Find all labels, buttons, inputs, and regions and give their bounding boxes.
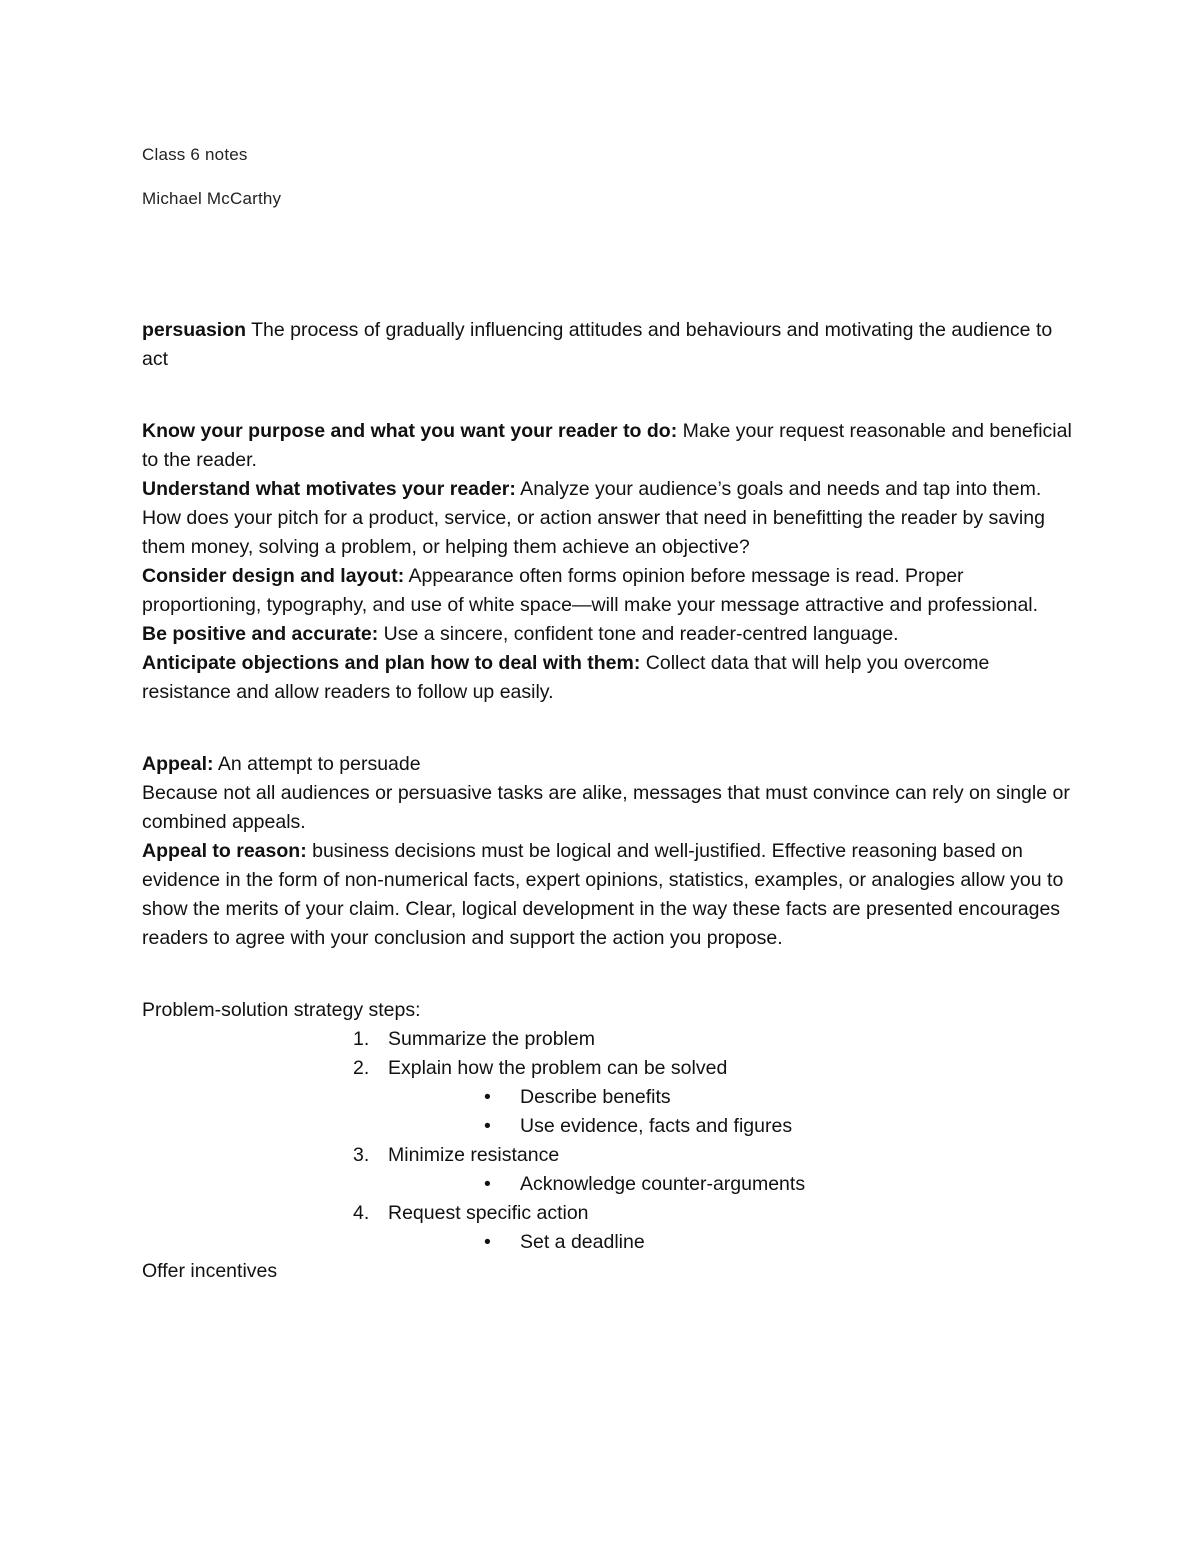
tip-item: [142, 562, 1082, 620]
bullet-text: Acknowledge counter-arguments: [520, 1173, 806, 1195]
tip-item: [142, 649, 1082, 707]
bullet-text: Set a deadline: [520, 1231, 645, 1253]
bullet-text: Use evidence, facts and figures: [520, 1115, 793, 1137]
strategy-sub-bullet: [142, 1112, 1082, 1141]
appeal-section: [142, 750, 1082, 953]
strategy-step: [142, 1025, 1082, 1054]
tip-term: Be positive and accurate:: [142, 623, 379, 645]
tip-text: Use a sincere, confident tone and reader-centred language.: [378, 623, 899, 645]
definition-term: persuasion: [142, 319, 247, 341]
tip-text: Make your request reasonable and beneficial to the reader.: [142, 420, 1072, 471]
author-name: Michael McCarthy: [142, 189, 282, 208]
appeal-reason-term: Appeal to reason:: [142, 840, 307, 862]
definition-text: The process of gradually influencing attitudes and behaviours and motivating the audience to act: [142, 319, 1053, 370]
definition-persuasion: [142, 316, 1082, 374]
tip-text: Collect data that will help you overcome resistance and allow readers to follow up easily.: [142, 652, 990, 703]
bullet-glyph: •: [484, 1173, 491, 1195]
tip-item: [142, 620, 1082, 649]
bullet-glyph: •: [484, 1086, 491, 1108]
tip-term: Consider design and layout:: [142, 565, 405, 587]
tips-section: [142, 417, 1082, 707]
strategy-sub-bullet: [142, 1228, 1082, 1257]
strategy-step: [142, 1199, 1082, 1228]
bullet-glyph: •: [484, 1115, 491, 1137]
appeal-to-reason: [142, 837, 1082, 953]
tip-term: Anticipate objections and plan how to deal with them:: [142, 652, 641, 674]
tip-item: [142, 417, 1082, 475]
strategy-closing: Offer incentives: [142, 1260, 278, 1282]
tip-text: Appearance often forms opinion before message is read. Proper proportioning, typography, and use of white space—will make your message attractive and professional.: [142, 565, 1039, 616]
step-number: 2.: [353, 1057, 370, 1079]
appeal-definition: [142, 750, 1082, 779]
notes-body: [142, 316, 1082, 1286]
bullet-text: Describe benefits: [520, 1086, 671, 1108]
step-number: 1.: [353, 1028, 370, 1050]
strategy-step: [142, 1054, 1082, 1083]
step-text: Minimize resistance: [388, 1144, 560, 1166]
appeal-term: Appeal:: [142, 753, 214, 775]
class-label: Class 6 notes: [142, 145, 248, 164]
step-number: 4.: [353, 1202, 370, 1224]
strategy-step: [142, 1141, 1082, 1170]
step-number: 3.: [353, 1144, 370, 1166]
strategy-sub-bullet: [142, 1083, 1082, 1112]
step-text: Summarize the problem: [388, 1028, 595, 1050]
appeal-reason-text: business decisions must be logical and well-justified. Effective reasoning based on evidence in the form of non-numerical facts, expert opinions, statistics, examples, or analogies allow you to show the merits of your claim. Clear, logical development in the way these facts are presented encourages readers to agree with your conclusion and support the action you propose.: [142, 840, 1064, 949]
tip-text: Analyze your audience’s goals and needs and tap into them. How does your pitch for a product, service, or action answer that need in benefitting the reader by saving them money, solving a problem, or helping them achieve an objective?: [142, 478, 1045, 558]
tip-term: Understand what motivates your reader:: [142, 478, 516, 500]
strategy-steps-list: [142, 1025, 1082, 1257]
appeal-intro: Because not all audiences or persuasive tasks are alike, messages that must convince can rely on single or combined appeals.: [142, 782, 1070, 833]
bullet-glyph: •: [484, 1231, 491, 1253]
appeal-text: An attempt to persuade: [213, 753, 421, 775]
strategy-section: [142, 996, 1082, 1286]
step-text: Explain how the problem can be solved: [388, 1057, 728, 1079]
step-text: Request specific action: [388, 1202, 589, 1224]
strategy-sub-bullet: [142, 1170, 1082, 1199]
strategy-heading: Problem-solution strategy steps:: [142, 999, 421, 1021]
tip-item: [142, 475, 1082, 562]
tip-term: Know your purpose and what you want your reader to do:: [142, 420, 678, 442]
